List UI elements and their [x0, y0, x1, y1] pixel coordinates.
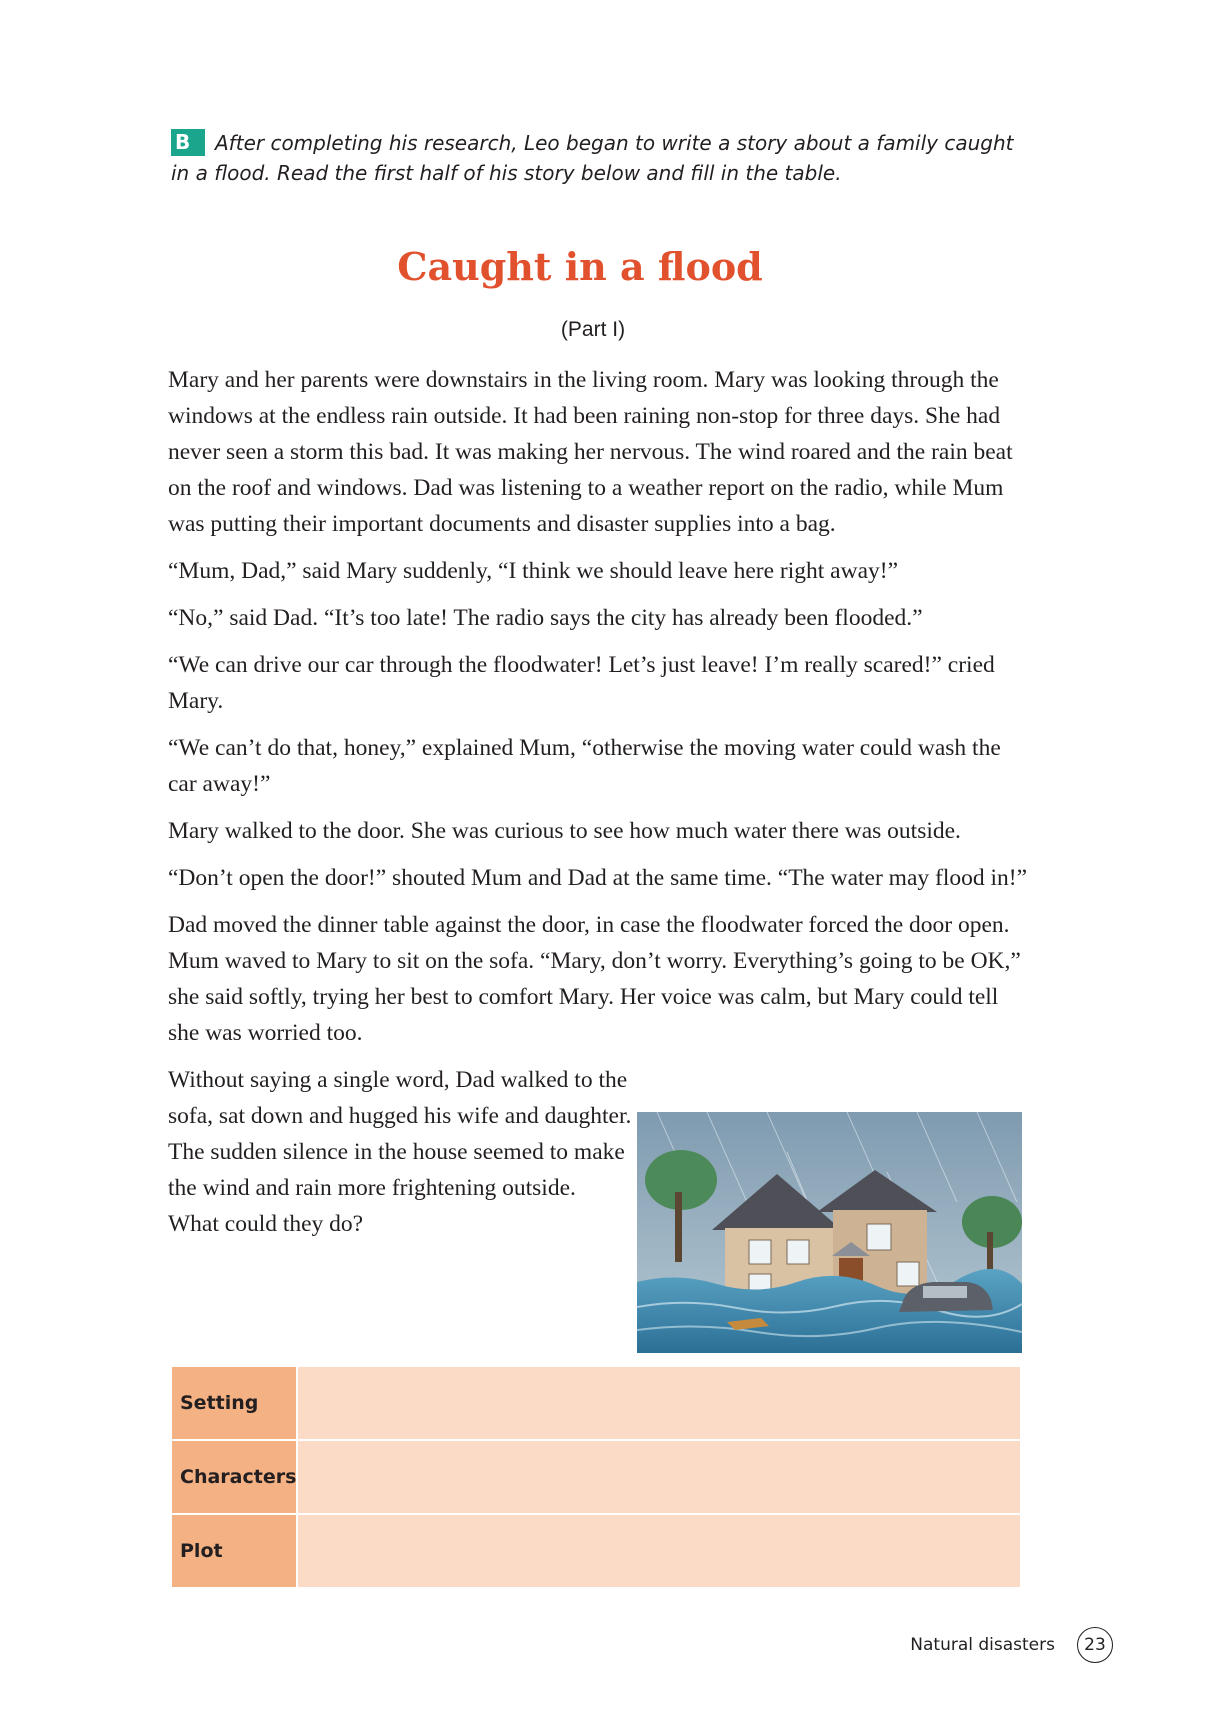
table-row [171, 1514, 1021, 1588]
flooded-house-illustration [637, 1112, 1022, 1353]
story-paragraph: “We can drive our car through the floodwater! Let’s just leave! I’m really scared!” cried Mary. [168, 652, 995, 714]
story-paragraph: Mary walked to the door. She was curious to see how much water there was outside. [168, 818, 961, 844]
setting-answer-cell[interactable] [297, 1366, 1021, 1440]
story-paragraph: Dad moved the dinner table against the door, in case the floodwater forced the door open. Mum waved to Mary to sit on the sofa. “Mary, don’t worry. Everything’s going to be OK,” she said softly, trying her best to comfort Mary. Her voice was calm, but Mary could tell she was worried too. [168, 912, 1021, 1046]
story-paragraph: “We can’t do that, honey,” explained Mum, “otherwise the moving water could wash the car away!” [168, 735, 1001, 797]
setting-label: Setting [171, 1366, 297, 1440]
page-number: 23 [1077, 1627, 1113, 1663]
story-paragraph: “Don’t open the door!” shouted Mum and Dad at the same time. “The water may flood in!” [168, 865, 1028, 891]
plot-answer-cell[interactable] [297, 1514, 1021, 1588]
characters-label: Characters [171, 1440, 297, 1514]
task-instruction [171, 128, 1031, 188]
story-paragraph: “Mum, Dad,” said Mary suddenly, “I think we should leave here right away!” [168, 558, 899, 584]
story-paragraph: Without saying a single word, Dad walked to the sofa, sat down and hugged his wife and daughter. The sudden silence in the house seemed to make the wind and rain more frightening outside. What could they do? [168, 1067, 632, 1237]
page-footer [900, 1627, 1113, 1663]
story-paragraph: Mary and her parents were downstairs in the living room. Mary was looking through the windows at the endless rain outside. It had been raining non-stop for three days. She had never seen a storm this bad. It was making her nervous. The wind roared and the rain beat on the roof and windows. Dad was listening to a weather report on the radio, while Mum was putting their important documents and disaster supplies into a bag. [168, 367, 1013, 537]
task-instruction-text: After completing his research, Leo began to write a story about a family caught in a flood. Read the first half of his story below and fill in the table. [171, 131, 1014, 185]
story-title: Caught in a flood [397, 244, 763, 289]
story-paragraph: “No,” said Dad. “It’s too late! The radio says the city has already been flooded.” [168, 605, 923, 631]
story-elements-table [170, 1365, 1022, 1589]
table-row [171, 1440, 1021, 1514]
story-part: (Part I) [560, 318, 626, 341]
table-row [171, 1366, 1021, 1440]
characters-answer-cell[interactable] [297, 1440, 1021, 1514]
footer-section-title: Natural disasters [910, 1635, 1055, 1655]
plot-label: Plot [171, 1514, 297, 1588]
task-letter-badge: B [171, 129, 205, 156]
